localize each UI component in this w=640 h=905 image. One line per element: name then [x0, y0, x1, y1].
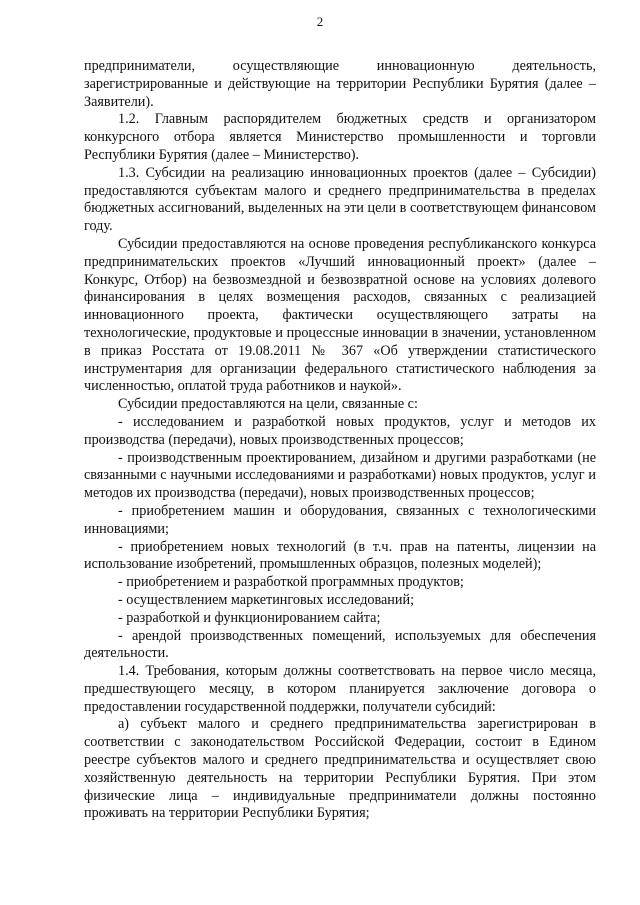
- page-number: 2: [316, 14, 324, 29]
- list-item-website: - разработкой и функционированием сайта;: [118, 609, 381, 626]
- list-item-design: - производственным проектированием, дизайном и другими разработками (не связанными с научными исследованиями и разработками) новых продуктов, услуг и методов их производства (передачи), новых производственных процессов;: [84, 449, 596, 502]
- list-item-technologies: - приобретением новых технологий (в т.ч. прав на патенты, лицензии на использование изобретений, промышленных образцов, полезных моделей);: [84, 538, 596, 573]
- paragraph-purposes-intro: Субсидии предоставляются на цели, связанные с:: [118, 396, 418, 413]
- paragraph-1-2: 1.2. Главным распорядителем бюджетных средств и организатором конкурсного отбора является Министерство промышленности и торговли Республики Бурятия (далее – Министерство).: [84, 111, 596, 163]
- paragraph-1-4: 1.4. Требования, которым должны соответствовать на первое число месяца, предшествующего месяцу, в котором планируется заключение договора о предоставлении государственной поддержки, получатели субсидий:: [84, 663, 596, 715]
- paragraph-1-3: 1.3. Субсидии на реализацию инновационных проектов (далее – Субсидии) предоставляются субъектам малого и среднего предпринимательства в пределах бюджетных ассигнований, выделенных на эти цели в соответствующем финансовом году.: [84, 164, 596, 235]
- list-item-machinery: - приобретением машин и оборудования, связанных с технологическими инновациями;: [84, 502, 596, 537]
- list-item-rent: - арендой производственных помещений, используемых для обеспечения деятельности.: [84, 627, 596, 662]
- paragraph-applicants: предприниматели, осуществляющие инновационную деятельность, зарегистрированные и действующие на территории Республики Бурятия (далее – Заявители).: [84, 58, 596, 110]
- list-item-research: - исследованием и разработкой новых продуктов, услуг и методов их производства (передачи), новых производственных процессов;: [84, 413, 596, 448]
- list-item-marketing: - осуществлением маркетинговых исследований;: [118, 591, 415, 608]
- document-body: [84, 58, 596, 823]
- list-item-software: - приобретением и разработкой программных продуктов;: [118, 574, 464, 591]
- paragraph-contest: Субсидии предоставляются на основе проведения республиканского конкурса предпринимательских проектов «Лучший инновационный проект» (далее – Конкурс, Отбор) на безвозмездной и безвозвратной основе на условиях долевого финансирования в целях возмещения расходов, связанных с реализацией инновационного проекта, фактически осуществляющего затраты на технологические, продуктовые и процессные инновации в значении, установленном в приказ Росстата от 19.08.2011 № 367 «Об утверждении статистического инструментария для организации федерального статистического наблюдения за численностью, оплатой труда работников и наукой».: [84, 235, 596, 395]
- paragraph-requirement-a: а) субъект малого и среднего предпринимательства зарегистрирован в соответствии с законодательством Российской Федерации, состоит в Едином реестре субъектов малого и среднего предпринимательства и осуществляет свою хозяйственную деятельность на территории Республики Бурятия. При этом физические лица – индивидуальные предприниматели должны постоянно проживать на территории Республики Бурятия;: [84, 716, 596, 822]
